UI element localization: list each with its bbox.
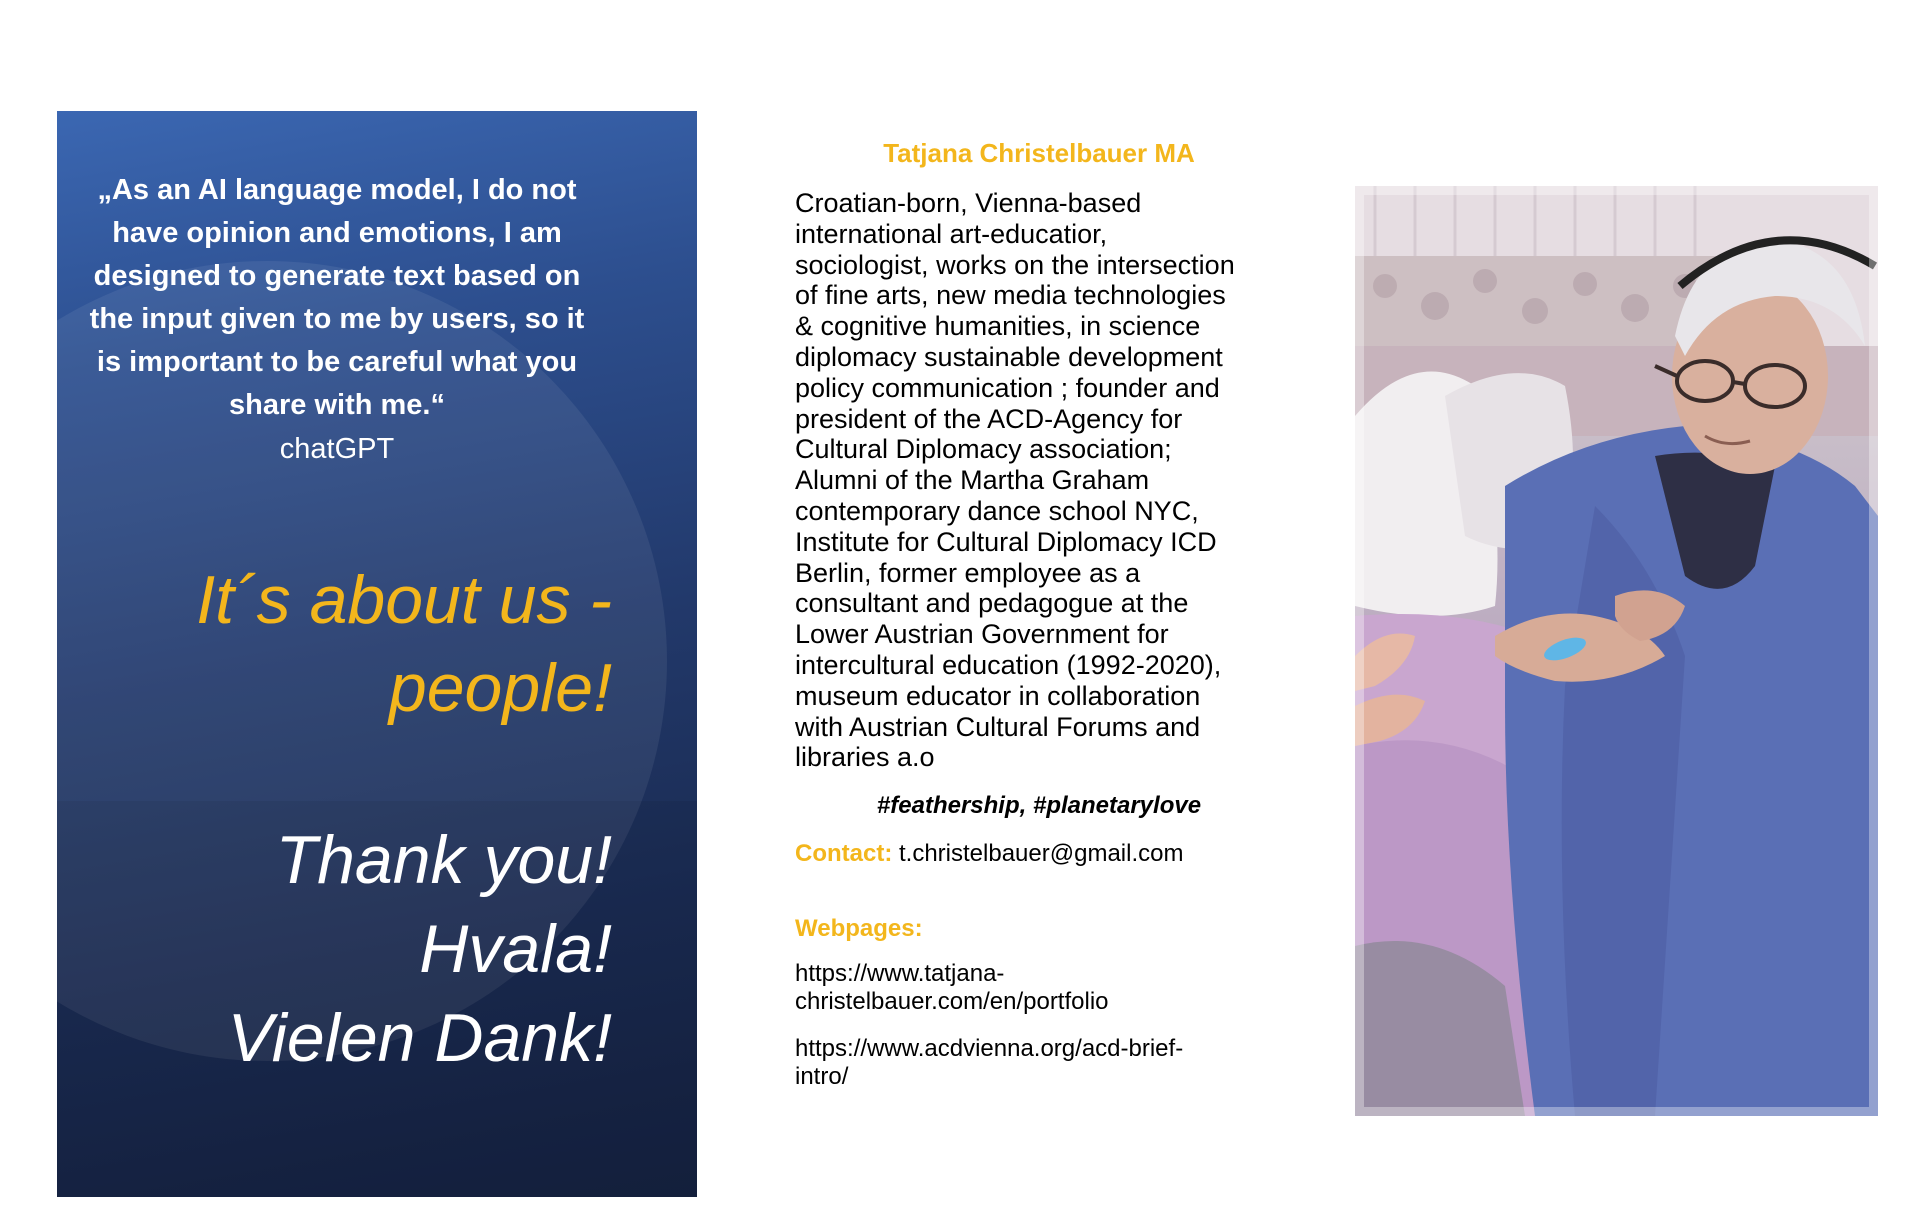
bio-line: Berlin, former employee as a (795, 557, 1141, 588)
bio-line: Lower Austrian Government for (795, 619, 1169, 650)
bio-line: of fine arts, new media technologies (795, 280, 1226, 311)
bio-line: & cognitive humanities, in science (795, 311, 1201, 342)
contact-row (795, 840, 1285, 868)
bio-line: sociologist, works on the intersection (795, 249, 1235, 280)
quote-panel (57, 111, 697, 1197)
author-name: Tatjana Christelbauer MA (883, 138, 1195, 168)
thanks-line-german: Vielen Dank! (227, 1000, 612, 1076)
link-line: intro/ (795, 1063, 849, 1090)
bio-line: with Austrian Cultural Forums and (795, 711, 1201, 742)
photo-illustration (1355, 186, 1878, 1116)
contact-label: Contact: (795, 840, 893, 867)
bio-line: Alumni of the Martha Graham (795, 465, 1150, 496)
thank-you-block (72, 816, 612, 1083)
bio-line: intercultural education (1992-2020), (795, 649, 1222, 680)
link-line: https://www.acdvienna.org/acd-brief- (795, 1035, 1184, 1062)
bio-line: contemporary dance school NYC, (795, 495, 1199, 526)
bio-line: Cultural Diplomacy association; (795, 434, 1172, 465)
bio-line: libraries a.o (795, 742, 935, 773)
acd-vienna-link[interactable] (795, 1035, 1235, 1091)
link-line: christelbauer.com/en/portfolio (795, 988, 1109, 1015)
bio-line: Institute for Cultural Diplomacy ICD (795, 526, 1217, 557)
bio-line: Croatian-born, Vienna-based (795, 188, 1142, 218)
ai-quote: „As an AI language model, I do not have opinion and emotions, I am designed to generate text based on the input given to me by users, so it is important to be careful what you share with me.“ (89, 174, 585, 421)
bio-line: president of the ACD-Agency for (795, 403, 1183, 434)
slogan-line: people! (388, 650, 612, 726)
thanks-line-croatian: Hvala! (419, 911, 612, 987)
slogan-line: It´s about us - (196, 562, 612, 638)
bio-line: museum educator in collaboration (795, 680, 1201, 711)
bio-line: international art-educatior, (795, 218, 1108, 249)
bio-line: diplomacy sustainable development (795, 341, 1223, 372)
link-line: https://www.tatjana- (795, 960, 1005, 987)
hashtags: #feathership, #planetarylove (876, 792, 1202, 819)
slogan (92, 556, 612, 732)
contact-email-link[interactable]: t.christelbauer@gmail.com (899, 840, 1184, 867)
webpages-label: Webpages: (795, 915, 923, 942)
thanks-line-english: Thank you! (275, 822, 612, 898)
elderly-woman-photo (1355, 186, 1878, 1116)
bio-text (795, 188, 1290, 773)
portfolio-link[interactable] (795, 960, 1235, 1016)
quote-source: chatGPT (279, 433, 395, 465)
bio-line: consultant and pedagogue at the (795, 588, 1189, 619)
bio-line: policy communication ; founder and (795, 372, 1220, 403)
